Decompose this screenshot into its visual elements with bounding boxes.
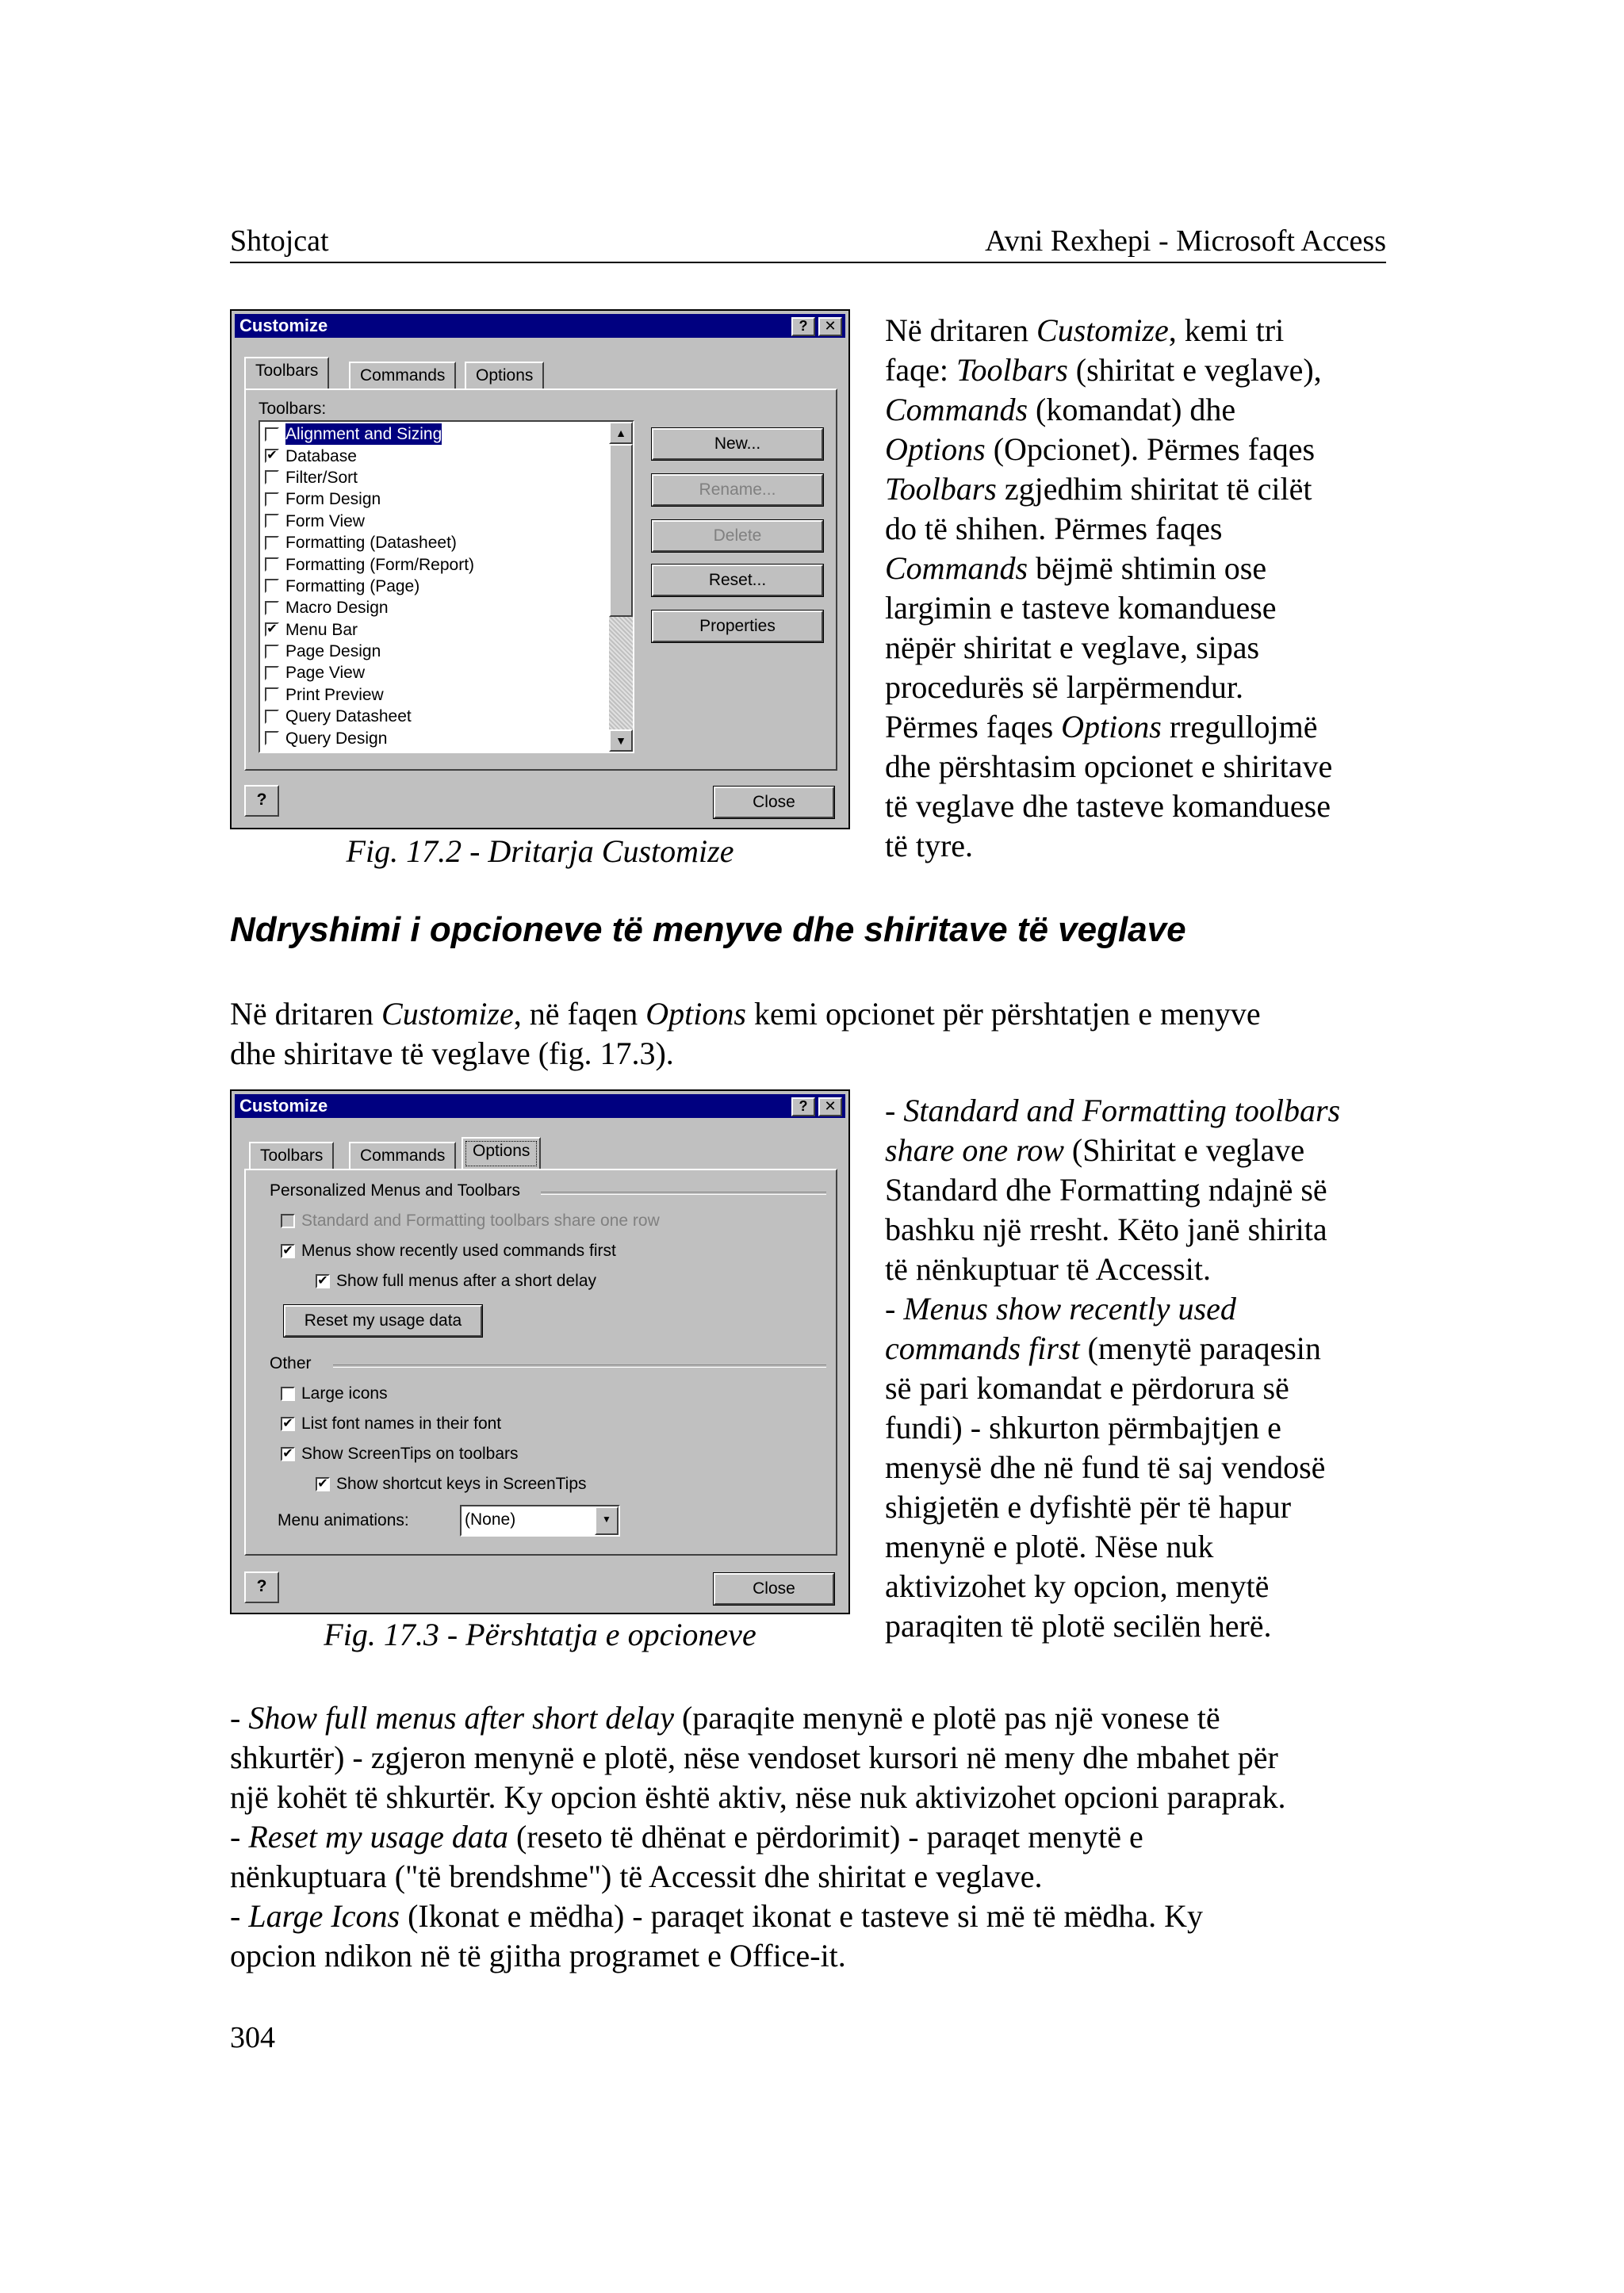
list-item[interactable] — [260, 597, 609, 618]
list-item[interactable] — [260, 641, 609, 662]
close-button[interactable]: Close — [714, 787, 834, 818]
list-item-label: Page View — [285, 664, 366, 683]
toolbars-list-label: Toolbars: — [259, 400, 327, 418]
checkbox[interactable]: ✔ — [265, 449, 279, 463]
help-icon[interactable]: ? — [791, 1097, 815, 1116]
list-item-label: Formatting (Form/Report) — [285, 555, 475, 574]
list-item-label: Menu Bar — [285, 620, 358, 639]
text-run: (menytë paraqesin — [1079, 1330, 1321, 1366]
list-item-label: Alignment and Sizing — [285, 425, 442, 444]
option-screentips[interactable] — [281, 1445, 519, 1464]
checkbox[interactable] — [265, 645, 279, 659]
text-run: të veglave dhe tasteve komanduese — [885, 788, 1331, 824]
text-run: Në dritaren — [885, 312, 1037, 348]
figure2-caption: Fig. 17.3 - Përshtatja e opcioneve — [324, 1617, 756, 1652]
option-label: Large icons — [301, 1384, 388, 1403]
text-run: menynë e plotë. Nëse nuk — [885, 1529, 1214, 1564]
text-run: , në faqen — [513, 996, 646, 1032]
checkbox[interactable] — [265, 731, 279, 745]
list-item-label: Query Design — [285, 729, 388, 748]
list-item[interactable] — [260, 576, 609, 597]
checkbox[interactable]: ✔ — [281, 1244, 295, 1258]
checkbox[interactable] — [265, 536, 279, 550]
text-run: - — [885, 1093, 904, 1128]
close-button[interactable]: Close — [714, 1573, 834, 1605]
text-run: aktivizohet ky opcion, menytë — [885, 1568, 1270, 1604]
checkbox[interactable]: ✔ — [281, 1447, 295, 1461]
customize-dialog-toolbars — [230, 309, 850, 829]
menu-animations-value: (None) — [465, 1510, 516, 1529]
section-heading: Ndryshimi i opcioneve të menyve dhe shiritave të veglave — [230, 910, 1186, 949]
tab-panel — [244, 1169, 837, 1556]
tab-options[interactable]: Options — [462, 1137, 541, 1170]
text-run: Menus show recently used — [903, 1291, 1236, 1326]
text-run: dhe përshtasim opcionet e shiritave — [885, 748, 1333, 784]
text-run: paraqiten të plotë secilën herë. — [885, 1608, 1272, 1644]
reset-usage-data-button[interactable]: Reset my usage data — [284, 1305, 482, 1337]
text-run: - — [230, 1898, 249, 1934]
text-run: - — [885, 1291, 904, 1326]
text-run: (komandat) dhe — [1028, 392, 1236, 427]
checkbox[interactable] — [281, 1214, 295, 1228]
text-run: Customize — [1036, 312, 1169, 348]
text-run: të nënkuptuar të Accessit. — [885, 1251, 1211, 1287]
text-run: Toolbars — [956, 352, 1068, 388]
option-label: List font names in their font — [301, 1414, 502, 1433]
checkbox[interactable] — [265, 579, 279, 593]
tab-panel — [244, 389, 837, 771]
text-run: (shiritat e veglave), — [1067, 352, 1322, 388]
list-item-label: Page Design — [285, 642, 381, 661]
text-run: Large Icons — [248, 1898, 400, 1934]
header-rule — [230, 262, 1386, 263]
checkbox[interactable]: ✔ — [316, 1477, 330, 1491]
text-run: fundi) - shkurton përmbajtjen e — [885, 1410, 1281, 1445]
header-right: Avni Rexhepi - Microsoft Access — [985, 224, 1386, 258]
text-run: procedurës së larpërmendur. — [885, 669, 1244, 705]
text-run: commands first — [885, 1330, 1080, 1366]
list-item-label: Form View — [285, 511, 365, 530]
scroll-up-icon[interactable]: ▲ — [609, 422, 633, 444]
group-other-label: Other — [270, 1354, 312, 1372]
list-item-label: Form Design — [285, 490, 381, 509]
dialog-titlebar — [235, 314, 845, 338]
tab-toolbars[interactable]: Toolbars — [244, 357, 329, 390]
list-item[interactable] — [260, 706, 609, 727]
option-large-icons[interactable] — [281, 1384, 388, 1403]
page-number: 304 — [230, 2021, 275, 2054]
text-run: Options — [1061, 709, 1162, 745]
text-run: - — [230, 1700, 249, 1736]
list-item-label: Filter/Sort — [285, 468, 358, 487]
list-item[interactable] — [260, 488, 609, 510]
text-run: dhe shiritave të veglave (fig. 17.3). — [230, 1035, 674, 1071]
list-item[interactable] — [260, 511, 609, 532]
text-run: (reseto të dhënat e përdorimit) - paraqet menytë e — [508, 1819, 1143, 1855]
list-item[interactable] — [260, 684, 609, 706]
text-run: së pari komandat e përdorura së — [885, 1370, 1289, 1406]
dialog-title: Customize — [239, 316, 328, 335]
text-run: (paraqite menynë e plotë pas një vonese të — [673, 1700, 1220, 1736]
menu-animations-select[interactable] — [460, 1505, 620, 1537]
checkbox[interactable] — [265, 470, 279, 484]
checkbox[interactable] — [265, 666, 279, 680]
option-full-menus-delay[interactable] — [316, 1272, 596, 1291]
option-recent-commands[interactable] — [281, 1242, 616, 1261]
text-run: do të shihen. Përmes faqes — [885, 511, 1223, 546]
list-item-label: Macro Design — [285, 599, 389, 618]
text-run: Standard dhe Formatting ndajnë së — [885, 1172, 1327, 1208]
text-run: kemi opcionet për përshtatjen e menyve — [745, 996, 1261, 1032]
text-run: , kemi tri — [1168, 312, 1285, 348]
checkbox[interactable] — [265, 710, 279, 724]
group-personalized-label: Personalized Menus and Toolbars — [270, 1181, 520, 1200]
close-icon[interactable]: ✕ — [818, 317, 842, 336]
list-item[interactable] — [260, 467, 609, 488]
reset-button[interactable]: Reset... — [652, 565, 823, 596]
text-run: nëpër shiritat e veglave, sipas — [885, 630, 1260, 665]
option-shortcut-keys[interactable] — [316, 1475, 587, 1494]
paragraph-more-options — [230, 1698, 1396, 1976]
delete-button[interactable]: Delete — [652, 520, 823, 552]
figure1-caption: Fig. 17.2 - Dritarja Customize — [346, 833, 734, 869]
list-item-label: Formatting (Page) — [285, 576, 420, 595]
properties-button[interactable]: Properties — [652, 611, 823, 642]
text-run: largimin e tasteve komanduese — [885, 590, 1277, 626]
toolbars-listbox[interactable] — [259, 420, 634, 753]
text-run: share one row — [885, 1132, 1064, 1168]
text-run: menysë dhe në fund të saj vendosë — [885, 1449, 1326, 1485]
list-item-label: Formatting (Datasheet) — [285, 534, 457, 553]
scroll-thumb[interactable] — [609, 444, 633, 617]
group-divider — [333, 1365, 826, 1368]
tab-commands[interactable]: Commands — [349, 362, 456, 390]
option-label: Menus show recently used commands first — [301, 1242, 616, 1260]
text-run: (Shiritat e veglave — [1063, 1132, 1305, 1168]
list-item[interactable] — [260, 445, 609, 466]
list-item[interactable] — [260, 423, 609, 445]
text-run: bashku një rresht. Këto janë shirita — [885, 1212, 1327, 1247]
customize-dialog-options — [230, 1089, 850, 1614]
checkbox[interactable] — [265, 514, 279, 528]
option-list-font-names[interactable] — [281, 1414, 501, 1434]
text-run: Options — [885, 431, 986, 467]
checkbox[interactable] — [265, 427, 279, 442]
text-run: Në dritaren — [230, 996, 382, 1032]
list-item[interactable] — [260, 727, 609, 748]
option-label: Show ScreenTips on toolbars — [301, 1445, 519, 1463]
text-run: Standard and Formatting toolbars — [903, 1093, 1341, 1128]
tab-toolbars[interactable]: Toolbars — [249, 1142, 334, 1170]
group-divider — [541, 1192, 826, 1195]
text-run: - — [230, 1819, 249, 1855]
paragraph-customize-tabs — [885, 311, 1392, 866]
rename-button[interactable]: Rename... — [652, 474, 823, 506]
chevron-down-icon[interactable]: ▼ — [595, 1506, 619, 1535]
checkbox[interactable] — [265, 492, 279, 507]
text-run: Toolbars — [885, 471, 997, 507]
text-run: faqe: — [885, 352, 956, 388]
text-run: bëjmë shtimin ose — [1028, 550, 1267, 586]
text-run: nënkuptuara ("të brendshme") të Accessit dhe shiritat e veglave. — [230, 1859, 1043, 1894]
checkbox[interactable] — [265, 557, 279, 572]
scroll-down-icon[interactable]: ▼ — [609, 729, 633, 752]
text-run: Reset my usage data — [248, 1819, 509, 1855]
list-item[interactable] — [260, 553, 609, 575]
checkbox[interactable]: ✔ — [281, 1417, 295, 1431]
tab-options[interactable]: Options — [465, 362, 544, 390]
list-item-label: Database — [285, 446, 357, 465]
list-item[interactable] — [260, 619, 609, 641]
text-run: Options — [645, 996, 746, 1032]
text-run: rregullojmë — [1161, 709, 1318, 745]
paragraph-options-intro — [230, 994, 1388, 1074]
text-run: opcion ndikon në të gjitha programet e Office-it. — [230, 1938, 846, 1973]
close-icon[interactable]: ✕ — [818, 1097, 842, 1116]
checkbox[interactable] — [281, 1387, 295, 1401]
text-run: zgjedhim shiritat të cilët — [996, 471, 1312, 507]
context-help-icon[interactable]: ? — [244, 1571, 279, 1603]
checkbox[interactable] — [265, 601, 279, 615]
text-run: shigjetën e dyfishtë për të hapur — [885, 1489, 1292, 1525]
checkbox[interactable] — [265, 687, 279, 702]
option-label: Show shortcut keys in ScreenTips — [336, 1475, 587, 1493]
tab-commands[interactable]: Commands — [349, 1142, 456, 1170]
new-button[interactable]: New... — [652, 428, 823, 460]
text-run: Customize — [381, 996, 514, 1032]
toolbars-items — [260, 423, 609, 749]
checkbox[interactable]: ✔ — [265, 622, 279, 637]
checkbox[interactable]: ✔ — [316, 1274, 330, 1288]
list-item-label: Print Preview — [285, 685, 384, 704]
paragraph-options-explained — [885, 1091, 1392, 1646]
list-item[interactable] — [260, 662, 609, 683]
option-label: Standard and Formatting toolbars share one row — [301, 1212, 660, 1230]
text-run: një kohët të shkurtër. Ky opcion është aktiv, nëse nuk aktivizohet opcioni paraprak. — [230, 1779, 1286, 1815]
text-run: Commands — [885, 392, 1028, 427]
text-run: Show full menus after short delay — [248, 1700, 674, 1736]
dialog-title: Customize — [239, 1096, 328, 1116]
list-item[interactable] — [260, 532, 609, 553]
scrollbar[interactable] — [609, 422, 633, 752]
text-run: (Opcionet). Përmes faqes — [985, 431, 1316, 467]
list-item-label: Query Datasheet — [285, 707, 412, 726]
option-share-one-row[interactable] — [281, 1212, 660, 1231]
text-run: Commands — [885, 550, 1028, 586]
text-run: të tyre. — [885, 828, 974, 863]
text-run: (Ikonat e mëdha) - paraqet ikonat e tasteve si më të mëdha. Ky — [400, 1898, 1203, 1934]
dialog-titlebar — [235, 1094, 845, 1118]
header-left: Shtojcat — [230, 224, 329, 258]
text-run: shkurtër) - zgjeron menynë e plotë, nëse vendoset kursori në meny dhe mbahet për — [230, 1740, 1278, 1775]
text-run: Përmes faqes — [885, 709, 1062, 745]
menu-animations-label: Menu animations: — [278, 1511, 409, 1529]
help-icon[interactable]: ? — [791, 317, 815, 336]
option-label: Show full menus after a short delay — [336, 1272, 597, 1290]
context-help-icon[interactable]: ? — [244, 785, 279, 817]
